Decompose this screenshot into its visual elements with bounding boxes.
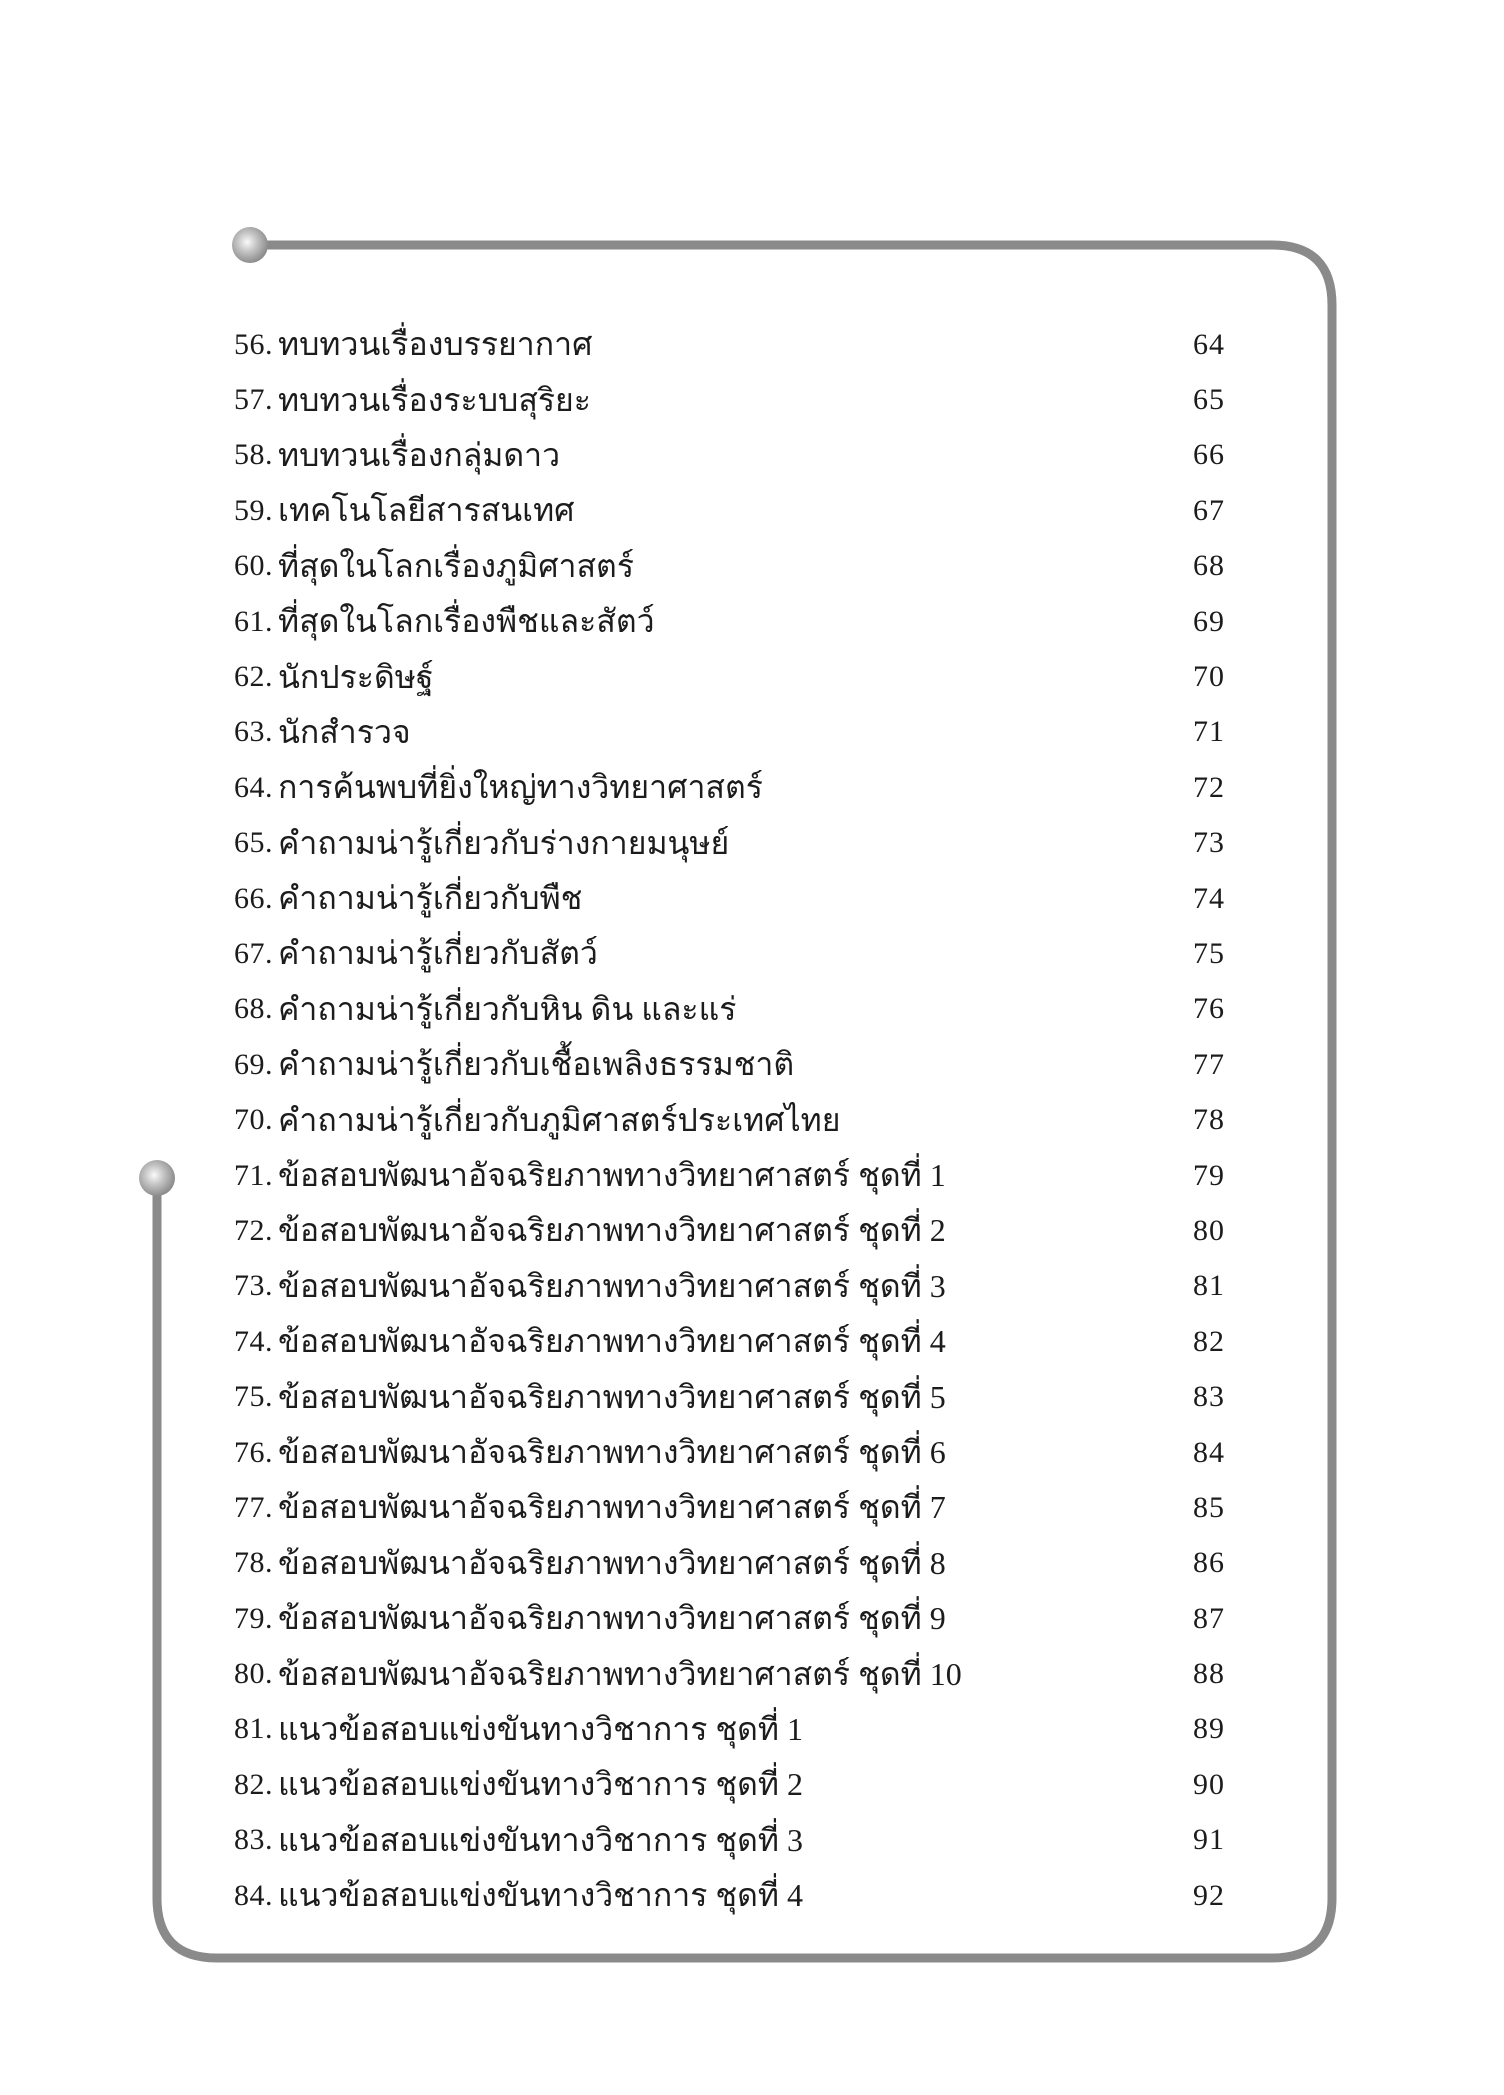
toc-entry-page: 66 bbox=[1193, 438, 1225, 472]
toc-entry-title: แนวข้อสอบแข่งขันทางวิชาการ ชุดที่ 3 bbox=[278, 1821, 803, 1858]
toc-entry-number: 62. bbox=[234, 660, 273, 694]
toc-entry-title: ข้อสอบพัฒนาอัจฉริยภาพทางวิทยาศาสตร์ ชุดที่ 3 bbox=[278, 1267, 946, 1304]
toc-entry-number: 78. bbox=[234, 1546, 273, 1580]
toc-entry-title: คำถามน่ารู้เกี่ยวกับร่างกายมนุษย์ bbox=[278, 824, 730, 861]
toc-row bbox=[234, 1536, 1225, 1591]
toc-entry-title: คำถามน่ารู้เกี่ยวกับเชื้อเพลิงธรรมชาติ bbox=[278, 1046, 795, 1083]
toc-row bbox=[234, 816, 1225, 871]
toc-entry-title: แนวข้อสอบแข่งขันทางวิชาการ ชุดที่ 4 bbox=[278, 1877, 803, 1914]
toc-entry-page: 82 bbox=[1193, 1324, 1225, 1358]
toc-entry-title: ข้อสอบพัฒนาอัจฉริยภาพทางวิทยาศาสตร์ ชุดที่ 8 bbox=[278, 1544, 946, 1581]
toc-row bbox=[234, 1813, 1225, 1868]
toc-entry-page: 92 bbox=[1193, 1878, 1225, 1912]
toc-entry-title: คำถามน่ารู้เกี่ยวกับภูมิศาสตร์ประเทศไทย bbox=[278, 1101, 841, 1138]
toc-entry-title: คำถามน่ารู้เกี่ยวกับสัตว์ bbox=[278, 935, 598, 972]
toc-row bbox=[234, 1480, 1225, 1535]
toc-entry-title: คำถามน่ารู้เกี่ยวกับพืช bbox=[278, 880, 583, 917]
toc-entry-number: 66. bbox=[234, 881, 273, 915]
toc-row bbox=[234, 539, 1225, 594]
toc-entry-number: 76. bbox=[234, 1435, 273, 1469]
toc-entry-title: ทบทวนเรื่องกลุ่มดาว bbox=[278, 436, 561, 473]
toc-entry-page: 70 bbox=[1193, 660, 1225, 694]
toc-entry-page: 81 bbox=[1193, 1269, 1225, 1303]
toc-entry-page: 78 bbox=[1193, 1103, 1225, 1137]
toc-entry-page: 67 bbox=[1193, 493, 1225, 527]
toc-entry-title: เทคโนโลยีสารสนเทศ bbox=[278, 492, 575, 529]
toc-entry-page: 74 bbox=[1193, 881, 1225, 915]
toc-entry-page: 73 bbox=[1193, 826, 1225, 860]
toc-entry-page: 88 bbox=[1193, 1657, 1225, 1691]
toc-row bbox=[234, 1369, 1225, 1424]
toc-entry-page: 91 bbox=[1193, 1823, 1225, 1857]
toc-row bbox=[234, 372, 1225, 427]
toc-entry-title: ทบทวนเรื่องบรรยากาศ bbox=[278, 326, 593, 363]
toc-entry-page: 76 bbox=[1193, 992, 1225, 1026]
toc-entry-title: ข้อสอบพัฒนาอัจฉริยภาพทางวิทยาศาสตร์ ชุดที่ 5 bbox=[278, 1378, 946, 1415]
toc-entry-title: ที่สุดในโลกเรื่องพืชและสัตว์ bbox=[278, 603, 655, 640]
toc-entry-title: ข้อสอบพัฒนาอัจฉริยภาพทางวิทยาศาสตร์ ชุดที่ 4 bbox=[278, 1323, 946, 1360]
toc-entry-number: 74. bbox=[234, 1324, 273, 1358]
toc-entry-number: 73. bbox=[234, 1269, 273, 1303]
toc-row bbox=[234, 1757, 1225, 1812]
toc-entry-number: 63. bbox=[234, 715, 273, 749]
toc-row bbox=[234, 428, 1225, 483]
toc-entry-number: 83. bbox=[234, 1823, 273, 1857]
toc-entry-number: 64. bbox=[234, 770, 273, 804]
toc-entry-number: 77. bbox=[234, 1490, 273, 1524]
toc-entry-title: ข้อสอบพัฒนาอัจฉริยภาพทางวิทยาศาสตร์ ชุดที่ 10 bbox=[278, 1655, 962, 1692]
toc-entry-title: แนวข้อสอบแข่งขันทางวิชาการ ชุดที่ 1 bbox=[278, 1710, 803, 1747]
toc-entry-page: 83 bbox=[1193, 1380, 1225, 1414]
toc-entry-page: 85 bbox=[1193, 1490, 1225, 1524]
toc-entry-title: ทบทวนเรื่องระบบสุริยะ bbox=[278, 381, 591, 418]
toc-row bbox=[234, 1203, 1225, 1258]
toc-row bbox=[234, 1037, 1225, 1092]
toc-entry-number: 70. bbox=[234, 1103, 273, 1137]
toc-row bbox=[234, 1148, 1225, 1203]
toc-entry-number: 56. bbox=[234, 327, 273, 361]
toc-entry-title: ข้อสอบพัฒนาอัจฉริยภาพทางวิทยาศาสตร์ ชุดที่ 7 bbox=[278, 1489, 946, 1526]
toc-row bbox=[234, 594, 1225, 649]
toc-row bbox=[234, 1314, 1225, 1369]
toc-row bbox=[234, 1702, 1225, 1757]
toc-entry-page: 90 bbox=[1193, 1767, 1225, 1801]
toc-row bbox=[234, 926, 1225, 981]
toc-entry-title: ข้อสอบพัฒนาอัจฉริยภาพทางวิทยาศาสตร์ ชุดที่ 1 bbox=[278, 1157, 946, 1194]
toc-entry-number: 79. bbox=[234, 1601, 273, 1635]
toc-entry-page: 71 bbox=[1193, 715, 1225, 749]
toc-entry-number: 72. bbox=[234, 1213, 273, 1247]
toc-entry-page: 80 bbox=[1193, 1213, 1225, 1247]
toc-row bbox=[234, 1425, 1225, 1480]
toc-entry-number: 71. bbox=[234, 1158, 273, 1192]
toc-entry-number: 81. bbox=[234, 1712, 273, 1746]
toc-row bbox=[234, 705, 1225, 760]
toc-row bbox=[234, 760, 1225, 815]
toc-entry-page: 72 bbox=[1193, 770, 1225, 804]
toc-entry-number: 82. bbox=[234, 1767, 273, 1801]
toc-entry-page: 68 bbox=[1193, 549, 1225, 583]
toc-row bbox=[234, 1259, 1225, 1314]
toc-row bbox=[234, 1868, 1225, 1923]
toc-row bbox=[234, 649, 1225, 704]
toc-entry-number: 69. bbox=[234, 1047, 273, 1081]
toc-row bbox=[234, 982, 1225, 1037]
toc-entry-title: ข้อสอบพัฒนาอัจฉริยภาพทางวิทยาศาสตร์ ชุดที่ 2 bbox=[278, 1212, 946, 1249]
toc-entry-title: ที่สุดในโลกเรื่องภูมิศาสตร์ bbox=[278, 547, 635, 584]
toc-entry-number: 84. bbox=[234, 1878, 273, 1912]
toc-entry-number: 60. bbox=[234, 549, 273, 583]
toc-entry-title: แนวข้อสอบแข่งขันทางวิชาการ ชุดที่ 2 bbox=[278, 1766, 803, 1803]
toc-entry-number: 61. bbox=[234, 604, 273, 638]
toc-entry-number: 67. bbox=[234, 936, 273, 970]
toc-entry-page: 84 bbox=[1193, 1435, 1225, 1469]
toc-entry-title: นักประดิษฐ์ bbox=[278, 658, 434, 695]
toc-row bbox=[234, 1591, 1225, 1646]
toc-row bbox=[234, 317, 1225, 372]
toc-entry-number: 68. bbox=[234, 992, 273, 1026]
toc-entry-number: 80. bbox=[234, 1657, 273, 1691]
toc-entry-page: 69 bbox=[1193, 604, 1225, 638]
toc-entry-title: คำถามน่ารู้เกี่ยวกับหิน ดิน และแร่ bbox=[278, 990, 737, 1027]
toc-row bbox=[234, 871, 1225, 926]
toc-entry-title: ข้อสอบพัฒนาอัจฉริยภาพทางวิทยาศาสตร์ ชุดที่ 6 bbox=[278, 1434, 946, 1470]
toc-row bbox=[234, 483, 1225, 538]
toc-entry-page: 65 bbox=[1193, 383, 1225, 417]
toc-entry-page: 77 bbox=[1193, 1047, 1225, 1081]
toc-list bbox=[234, 317, 1225, 1923]
toc-row bbox=[234, 1646, 1225, 1701]
toc-entry-page: 86 bbox=[1193, 1546, 1225, 1580]
toc-entry-number: 58. bbox=[234, 438, 273, 472]
toc-entry-title: นักสำรวจ bbox=[278, 713, 411, 750]
top-bullet-ball-icon bbox=[232, 227, 268, 263]
toc-row bbox=[234, 1092, 1225, 1147]
toc-entry-number: 65. bbox=[234, 826, 273, 860]
toc-entry-page: 89 bbox=[1193, 1712, 1225, 1746]
toc-entry-title: การค้นพบที่ยิ่งใหญ่ทางวิทยาศาสตร์ bbox=[278, 769, 763, 806]
toc-entry-page: 79 bbox=[1193, 1158, 1225, 1192]
toc-entry-page: 87 bbox=[1193, 1601, 1225, 1635]
toc-entry-number: 57. bbox=[234, 383, 273, 417]
toc-entry-page: 75 bbox=[1193, 936, 1225, 970]
toc-entry-title: ข้อสอบพัฒนาอัจฉริยภาพทางวิทยาศาสตร์ ชุดที่ 9 bbox=[278, 1600, 946, 1637]
toc-entry-number: 59. bbox=[234, 493, 273, 527]
toc-entry-page: 64 bbox=[1193, 327, 1225, 361]
left-bullet-ball-icon bbox=[139, 1160, 175, 1196]
toc-entry-number: 75. bbox=[234, 1380, 273, 1414]
